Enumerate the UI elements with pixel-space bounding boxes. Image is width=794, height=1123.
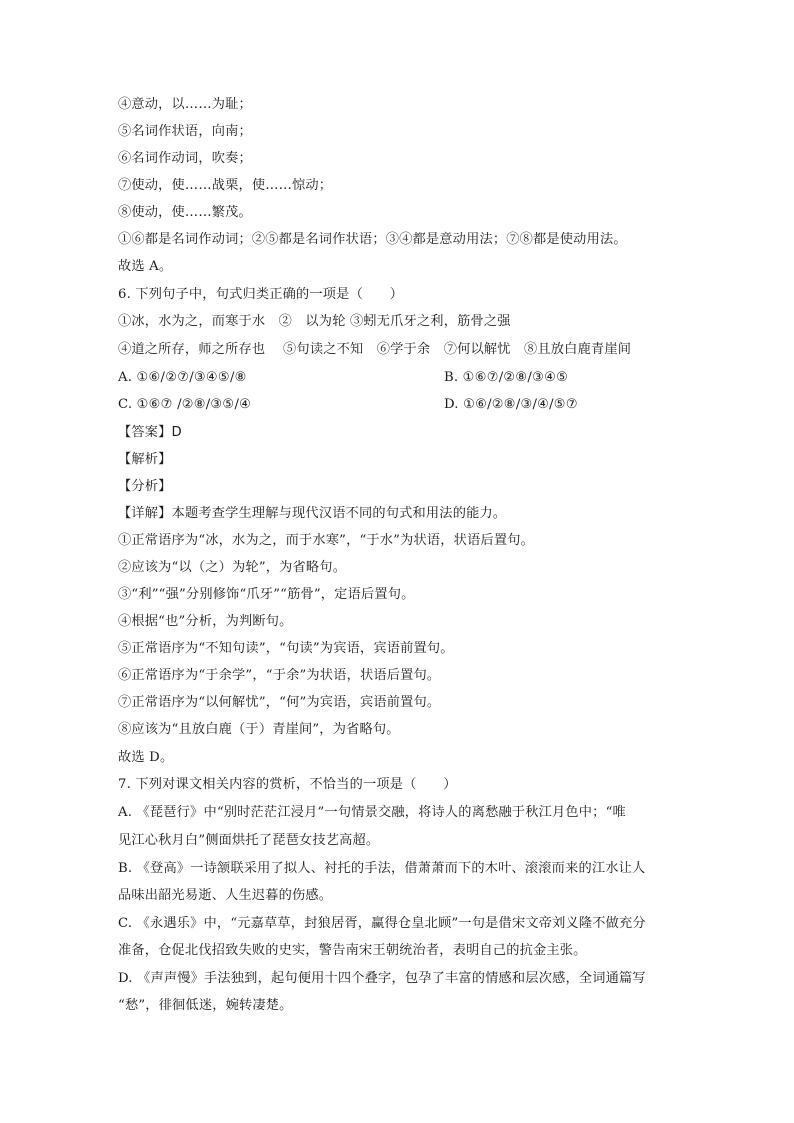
q6-detail-1: ①正常语序为“冰，水为之，而于水寒”，“于水”为状语，状语后置句。 <box>118 533 535 548</box>
q6-detail-7: ⑦正常语序为“以何解忧”，“何”为宾语，宾语前置句。 <box>118 695 441 710</box>
q6-option-b: B. ①⑥⑦/②⑧/③④⑤ <box>444 370 569 385</box>
q6-sentences-line1: ①冰，水为之，而寒于水 ② 以为轮 ③蚓无爪牙之利，筋骨之强 <box>118 314 511 329</box>
q6-detail-6: ⑥正常语序为“于余学”，“于余”为状语，状语后置句。 <box>118 668 441 683</box>
q6-sentences-line2: ④道之所存，师之所存也 ⑤句读之不知 ⑥学于余 ⑦何以解忧 ⑧且放白鹿青崖间 <box>118 342 632 357</box>
q6-detail-5: ⑤正常语序为“不知句读”，“句读”为宾语，宾语前置句。 <box>118 641 454 656</box>
note-summary: ①⑥都是名词作动词；②⑤都是名词作状语；③④都是意动用法；⑦⑧都是使动用法。 <box>118 232 627 247</box>
q7-option-b-line1: B. 《登高》一诗颔联采用了拟人、衬托的手法，借萧萧而下的木叶、滚滚而来的江水让人 <box>118 861 646 876</box>
q7-option-c-line2: 准备，仓促北伐招致失败的史实，警告南宋王朝统治者，表明自己的抗金主张。 <box>118 943 587 958</box>
q7-option-d-line2: “愁”，徘徊低迷，婉转凄楚。 <box>118 998 293 1013</box>
note-line-7: ⑦使动，使……战栗，使……惊动； <box>118 178 333 193</box>
note-line-5: ⑤名词作状语，向南； <box>118 124 252 139</box>
q6-option-a: A. ①⑥/②⑦/③④⑤/⑧ <box>118 370 247 385</box>
q6-answer: 【答案】D <box>118 425 182 440</box>
q6-option-c: C. ①⑥⑦ /②⑧/③⑤/④ <box>118 397 252 412</box>
q5-conclusion: 故选 A。 <box>118 259 173 274</box>
q7-option-c-line1: C. 《永遇乐》中，“元嘉草草，封狼居胥，赢得仓皇北顾”一句是借宋文帝刘义隆不做充分 <box>118 916 646 931</box>
q6-detail-3: ③“利”“强”分别修饰“爪牙”“筋骨”，定语后置句。 <box>118 587 415 602</box>
q6-detail-2: ②应该为“以（之）为轮”，为省略句。 <box>118 560 347 575</box>
q6-analysis-tag: 【解析】 <box>118 452 172 467</box>
q7-option-a-line2: 见江心秋月白”侧面烘托了琵琶女技艺高超。 <box>118 833 380 848</box>
q7-option-b-line2: 品味出韶光易逝、人生迟暮的伤感。 <box>118 888 333 903</box>
q6-option-d: D. ①⑥/②⑧/③/④/⑤⑦ <box>444 397 578 412</box>
q6-detail-text: 本题考查学生理解与现代汉语不同的句式和用法的能力。 <box>171 506 507 521</box>
q6-detail-tag: 【详解】 <box>118 506 172 521</box>
note-line-8: ⑧使动，使……繁茂。 <box>118 205 252 220</box>
q6-stem: 6. 下列句子中，句式归类正确的一项是（ ） <box>118 287 404 302</box>
q7-stem: 7. 下列对课文相关内容的赏析，不恰当的一项是（ ） <box>118 777 457 792</box>
note-line-6: ⑥名词作动词，吹奏； <box>118 151 252 166</box>
q6-fenxi-tag: 【分析】 <box>118 479 172 494</box>
q6-detail-8: ⑧应该为“且放白鹿（于）青崖间”，为省略句。 <box>118 722 400 737</box>
q6-detail-4: ④根据“也”分析，为判断句。 <box>118 614 293 629</box>
q7-option-d-line1: D. 《声声慢》手法独到，起句便用十四个叠字，包孕了丰富的情感和层次感，全词通篇写 <box>118 971 646 986</box>
note-line-4: ④意动，以……为耻； <box>118 97 252 112</box>
q7-option-a-line1: A. 《琵琶行》中“别时茫茫江浸月”一句情景交融，将诗人的离愁融于秋江月色中；“唯 <box>118 805 626 820</box>
q6-conclusion: 故选 D。 <box>118 750 174 765</box>
q6-detail-intro <box>118 505 506 523</box>
